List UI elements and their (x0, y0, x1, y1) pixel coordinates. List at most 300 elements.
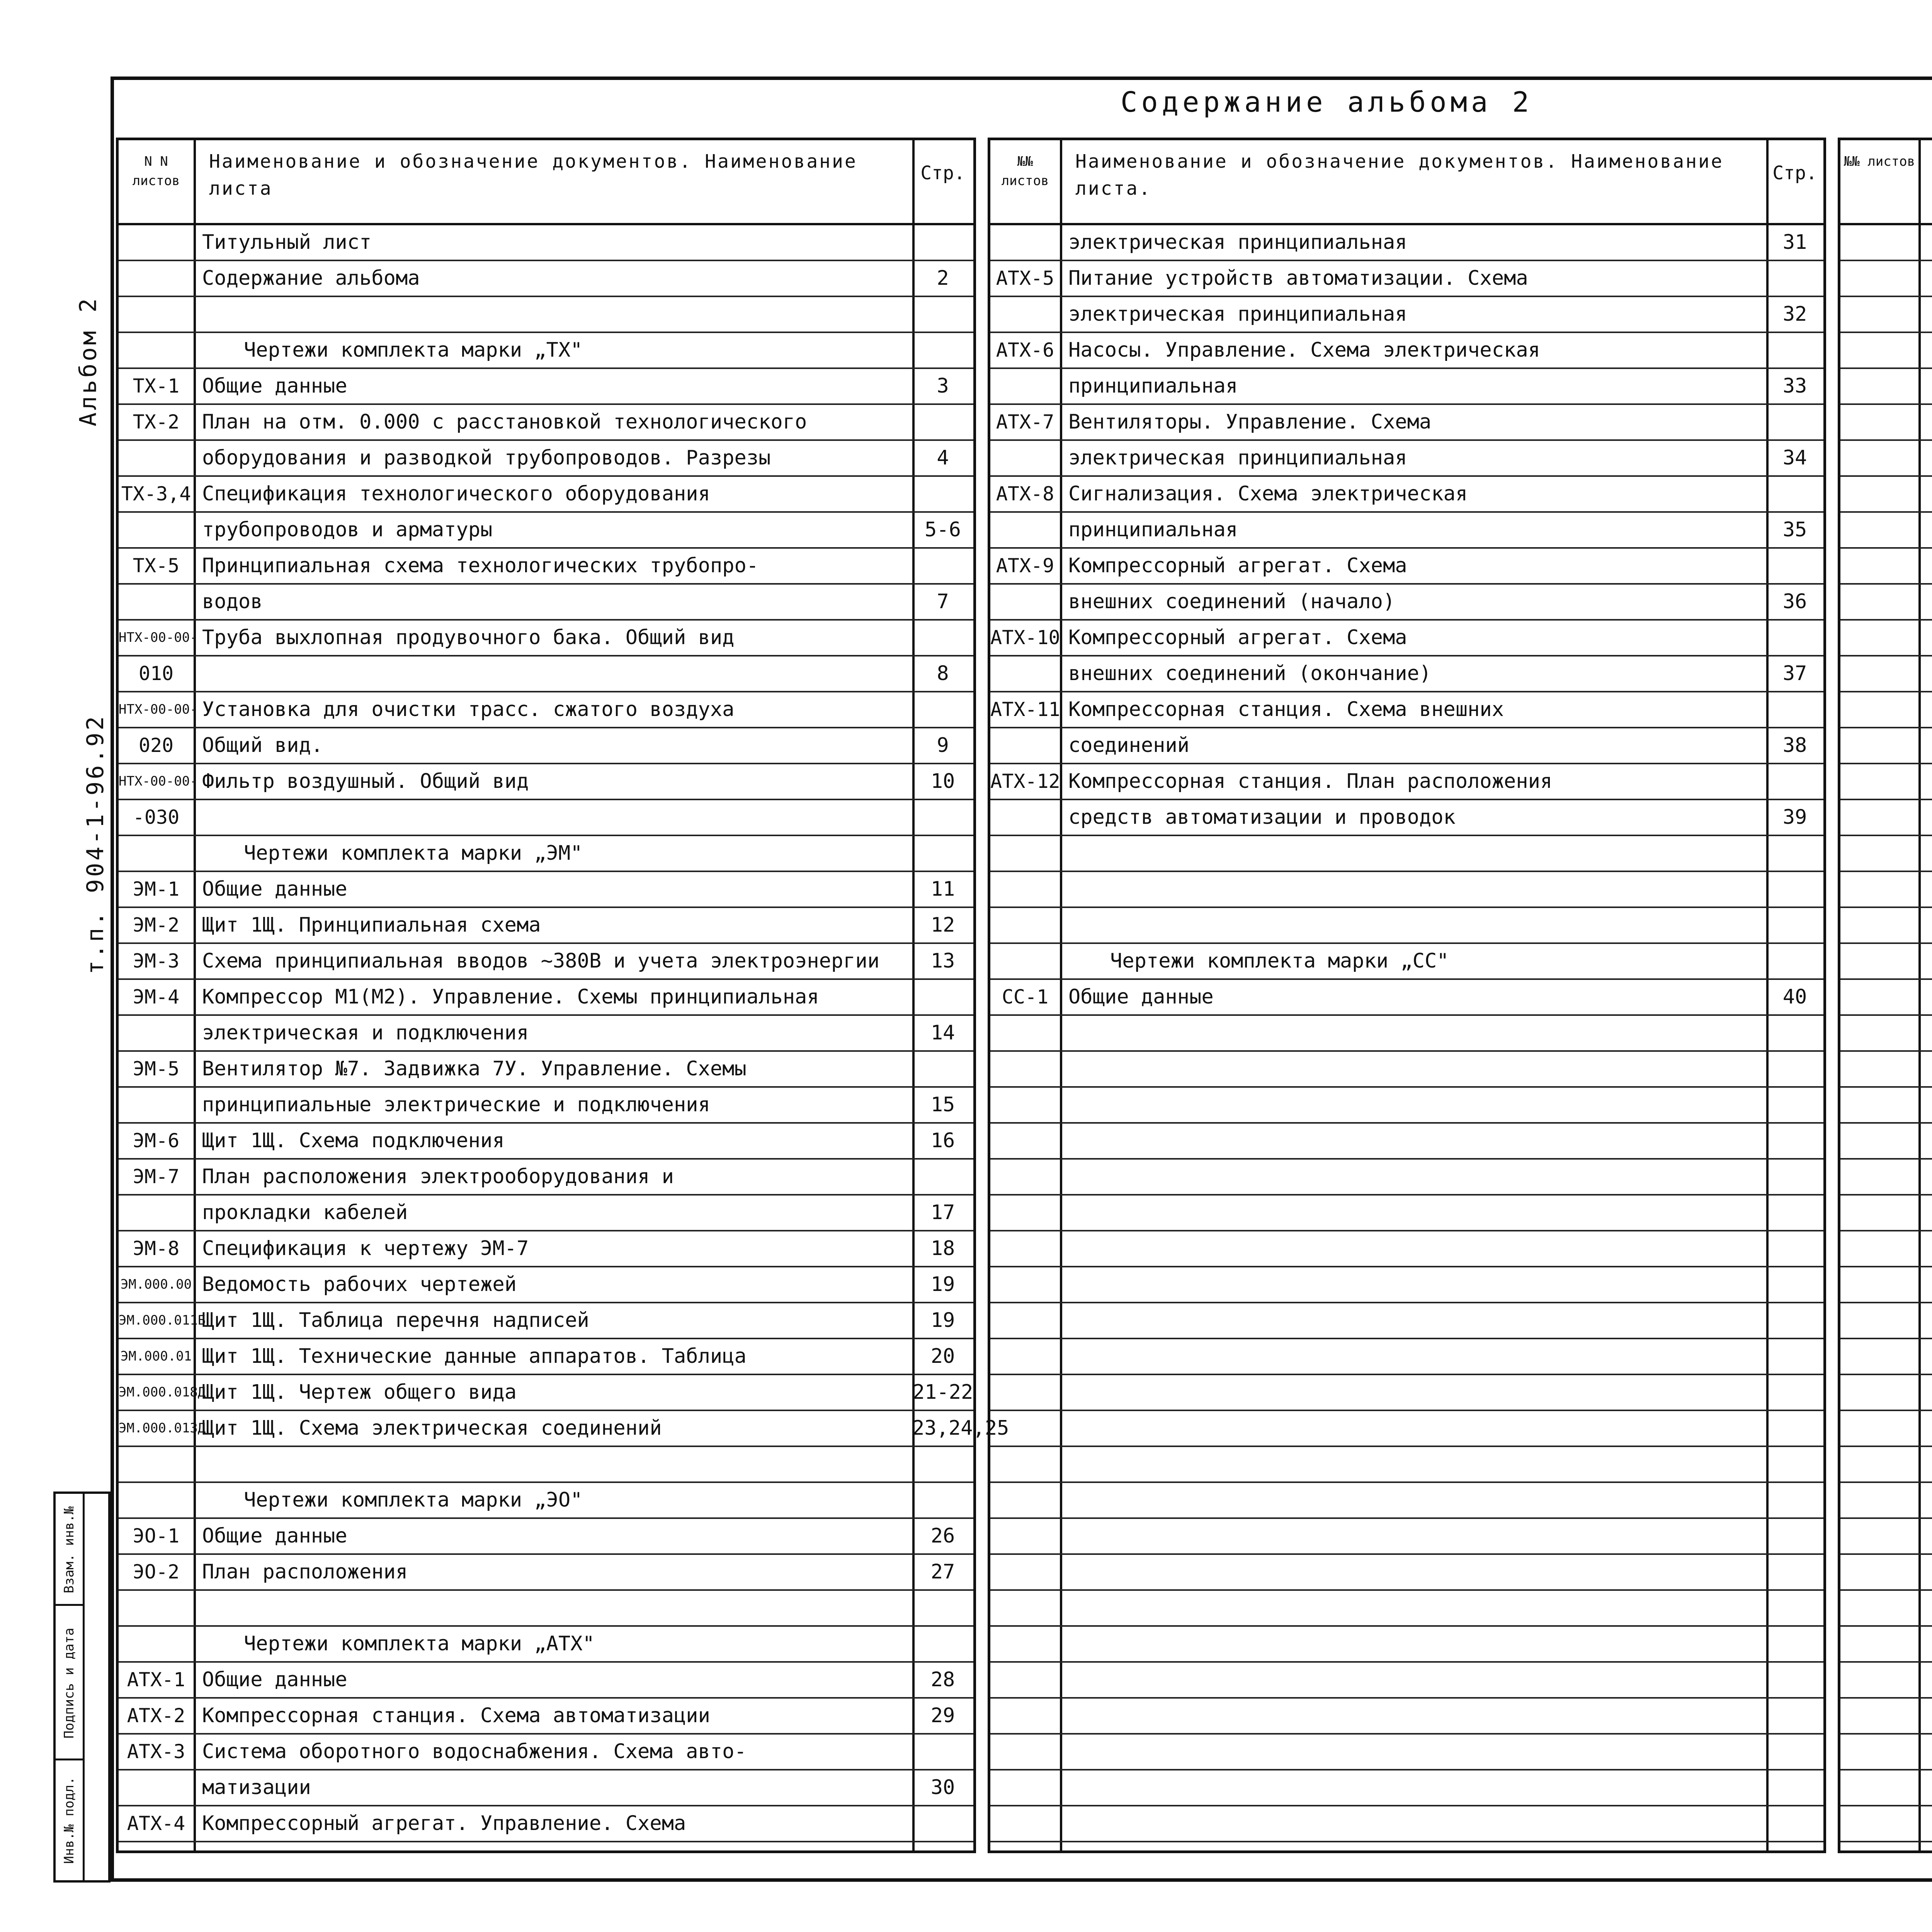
table-row (119, 1770, 973, 1806)
table-row (1840, 1555, 1932, 1591)
table-row (990, 1196, 1823, 1231)
page-cell (1766, 692, 1823, 727)
page-cell: 13 (930, 949, 955, 973)
sheet-number-cell (119, 585, 194, 619)
table-row (119, 1052, 973, 1088)
page-cell: 21-22 (912, 1381, 973, 1404)
table-row (1840, 369, 1932, 405)
table-row (1840, 800, 1932, 836)
document-name-cell: внешних соединений (начало) (1068, 590, 1395, 613)
sheet-number-cell: ЭМ-1 (133, 878, 180, 900)
sheet-number-cell (119, 513, 194, 547)
document-name-cell: Общий вид. (202, 734, 323, 757)
table-row (990, 333, 1823, 369)
document-name-cell: Спецификация технологического оборудования (202, 482, 710, 505)
page-cell: 19 (930, 1309, 955, 1332)
sheet-number-cell: ЭО-1 (133, 1525, 180, 1547)
table-row (119, 944, 973, 980)
sheet-number-cell: ЭМ-4 (133, 986, 180, 1008)
table-row (1840, 1303, 1932, 1339)
table-row (1840, 872, 1932, 908)
page-cell: 16 (930, 1129, 955, 1152)
table-row (1840, 1699, 1932, 1735)
table-row (119, 513, 973, 549)
sheet-number-cell (990, 656, 1060, 691)
table-row (1840, 261, 1932, 297)
table-row (990, 621, 1823, 656)
table-row (119, 764, 973, 800)
document-name-cell: Схема принципиальная вводов ~380В и учета электроэнергии (202, 949, 880, 973)
document-name-cell: План на отм. 0.000 с расстановкой технологического (202, 410, 807, 434)
table-row (990, 549, 1823, 585)
page-cell (912, 225, 973, 260)
page-cell: 27 (930, 1560, 955, 1583)
document-name-cell: Спецификация к чертежу ЭМ-7 (202, 1237, 529, 1260)
table-row (990, 1447, 1823, 1483)
document-name-cell: Компрессорный агрегат. Схема (1068, 554, 1407, 577)
table-row (1840, 1016, 1932, 1052)
sheet-number-cell (119, 261, 194, 296)
table-row (119, 1196, 973, 1231)
table-row (990, 1124, 1823, 1160)
header-page: Стр. (920, 162, 965, 184)
page-cell (1766, 549, 1823, 583)
sheet-number-cell: ТХ-2 (133, 411, 180, 433)
table-row (1840, 1483, 1932, 1519)
table-row (119, 1303, 973, 1339)
page-cell (1766, 477, 1823, 511)
column-header (990, 140, 1823, 225)
sheet-number-cell: ЭМ-7 (133, 1165, 180, 1188)
table-row (119, 1124, 973, 1160)
table-row (1840, 1231, 1932, 1267)
page-cell: 19 (930, 1273, 955, 1296)
page-cell (1766, 405, 1823, 439)
document-name-cell (194, 800, 912, 835)
sheet-number-cell (119, 1591, 194, 1625)
sheet-number-cell: ЭМ-5 (133, 1058, 180, 1080)
stamp-signature-label: Подпись и дата (61, 1628, 77, 1739)
document-name-cell: Система оборотного водоснабжения. Схема авто- (202, 1740, 747, 1763)
page-cell: 2 (937, 267, 949, 290)
sheet-number-cell: ЭМ.000.01 (120, 1349, 192, 1364)
table-row (1840, 656, 1932, 692)
page-cell (912, 980, 973, 1014)
document-name-cell: Вентиляторы. Управление. Схема (1068, 410, 1432, 434)
table-row (119, 872, 973, 908)
sheet-number-cell: -030 (133, 806, 180, 828)
table-row (119, 261, 973, 297)
page-cell (1766, 872, 1823, 906)
document-name-cell (1060, 908, 1766, 942)
page-cell: 39 (1782, 806, 1807, 829)
page-cell (912, 1160, 973, 1194)
page-cell (912, 477, 973, 511)
table-row (1840, 1375, 1932, 1411)
sheet-number-cell: АТХ-2 (127, 1704, 185, 1727)
table-row (119, 980, 973, 1016)
document-name-cell: внешних соединений (окончание) (1068, 662, 1432, 685)
table-row (119, 297, 973, 333)
page-cell (912, 1483, 973, 1517)
page-cell (1766, 944, 1823, 978)
page-cell (912, 297, 973, 332)
page-cell (1766, 908, 1823, 942)
table-row (119, 1267, 973, 1303)
document-name-cell: Содержание альбома (202, 267, 420, 290)
document-name-cell: оборудования и разводкой трубопроводов. Разрезы (202, 446, 771, 469)
sheet-number-cell: НТХ-00-00- (119, 630, 198, 645)
table-row (990, 836, 1823, 872)
sheet-number-cell (990, 800, 1060, 835)
page-cell (1766, 621, 1823, 655)
table-row (119, 441, 973, 477)
table-row (1840, 1124, 1932, 1160)
table-row (990, 1375, 1823, 1411)
page-cell: 7 (937, 590, 949, 613)
table-row (990, 1519, 1823, 1555)
document-name-cell: Щит 1Щ. Схема подключения (202, 1129, 505, 1152)
table-row (119, 692, 973, 728)
table-row (119, 333, 973, 369)
sheet-number-cell: ЭМ.000.011Б (119, 1313, 206, 1328)
document-name-cell: Компрессорная станция. Схема автоматизации (202, 1704, 710, 1727)
table-row (990, 585, 1823, 621)
table-row (1840, 1267, 1932, 1303)
sheet-number-cell (119, 1088, 194, 1122)
sheet-number-cell: ЭМ.000.018Д (119, 1384, 206, 1400)
table-row (119, 225, 973, 261)
document-name-cell: электрическая принципиальная (1068, 446, 1407, 469)
table-row (119, 1663, 973, 1699)
document-name-cell: Компрессорный агрегат. Схема (1068, 626, 1407, 649)
table-row (990, 405, 1823, 441)
document-name-cell: принципиальные электрические и подключения (202, 1093, 710, 1116)
page-cell (912, 800, 973, 835)
contents-column-1 (116, 138, 1009, 1853)
document-name-cell: электрическая принципиальная (1068, 231, 1407, 254)
page-cell (912, 692, 973, 727)
sheet-number-cell (119, 297, 194, 332)
sheet-number-cell: АТХ-3 (127, 1740, 185, 1763)
page-cell: 29 (930, 1704, 955, 1727)
page-cell (912, 1627, 973, 1661)
table-row (990, 800, 1823, 836)
table-row (990, 1735, 1823, 1770)
page-cell: 36 (1782, 590, 1807, 613)
document-name-cell: прокладки кабелей (202, 1201, 408, 1224)
page-cell: 35 (1782, 518, 1807, 541)
table-row (119, 800, 973, 836)
page-cell: 17 (930, 1201, 955, 1224)
sheet-number-cell (990, 441, 1060, 475)
sheet-number-cell: АТХ-6 (996, 339, 1054, 361)
table-row (990, 1699, 1823, 1735)
table-row (1840, 1052, 1932, 1088)
page-cell: 26 (930, 1524, 955, 1548)
table-row (119, 1375, 973, 1411)
document-name-cell: Общие данные (202, 878, 347, 901)
document-name-cell: Ведомость рабочих чертежей (202, 1273, 517, 1296)
sheet-number-cell (990, 225, 1060, 260)
sheet-number-cell: ЭМ.000.013Д (119, 1420, 206, 1436)
column-header (119, 140, 973, 225)
page-title: Содержание альбома 2 (1121, 86, 1533, 118)
contents-column-3 (1838, 138, 1932, 1853)
sheet-number-cell: ТХ-5 (133, 554, 180, 577)
sheet-number-cell: ЭМ-8 (133, 1237, 180, 1260)
table-row (1840, 1591, 1932, 1627)
document-name-cell: Вентилятор №7. Задвижка 7У. Управление. Схемы (202, 1057, 747, 1080)
document-name-cell (194, 1591, 912, 1625)
table-row (1840, 692, 1932, 728)
page-cell: 10 (930, 770, 955, 793)
page-cell (1766, 261, 1823, 296)
sheet-number-cell (990, 585, 1060, 619)
table-row (1840, 728, 1932, 764)
document-name-cell: средств автоматизации и проводок (1068, 806, 1456, 829)
sheet-number-cell: ЭО-2 (133, 1561, 180, 1583)
sheet-number-cell: АТХ-8 (996, 483, 1054, 505)
table-row (1840, 1447, 1932, 1483)
document-name-cell: План расположения электрооборудования и (202, 1165, 674, 1188)
page-cell: 33 (1782, 374, 1807, 398)
table-row (1840, 513, 1932, 549)
table-row (990, 1806, 1823, 1842)
document-name-cell (1060, 836, 1766, 871)
document-name-cell: Компрессорный агрегат. Управление. Схема (202, 1812, 686, 1835)
table-row (990, 728, 1823, 764)
sheet-number-cell: АТХ-5 (996, 267, 1054, 289)
sheet-number-cell: ЭМ-2 (133, 914, 180, 936)
table-row (990, 369, 1823, 405)
document-name-cell: Щит 1Щ. Принципиальная схема (202, 913, 541, 937)
table-row (119, 1016, 973, 1052)
document-name-cell (1060, 872, 1766, 906)
sheet-number-cell (990, 513, 1060, 547)
table-row (1840, 1411, 1932, 1447)
document-name-cell: Компрессорная станция. План расположения (1068, 770, 1553, 793)
page-cell (912, 549, 973, 583)
table-row (119, 728, 973, 764)
table-row (990, 441, 1823, 477)
table-row (119, 585, 973, 621)
table-row (119, 621, 973, 656)
sheet-number-cell: 020 (138, 734, 174, 757)
sheet-number-cell (119, 225, 194, 260)
document-name-cell: Насосы. Управление. Схема электрическая (1068, 338, 1540, 362)
table-row (119, 477, 973, 513)
table-row (119, 369, 973, 405)
page-cell: 34 (1782, 446, 1807, 469)
table-row (1840, 1806, 1932, 1842)
section-heading: Чертежи комплекта марки „ЭМ" (244, 842, 583, 865)
table-row (1840, 225, 1932, 261)
sheet-number-cell: АТХ-1 (127, 1668, 185, 1691)
page-cell: 38 (1782, 734, 1807, 757)
page-cell: 9 (937, 734, 949, 757)
table-row (119, 1699, 973, 1735)
page-cell (912, 1447, 973, 1481)
sheet-number-cell (990, 369, 1060, 403)
sheet-number-cell: АТХ-10 (990, 626, 1060, 649)
table-row (990, 872, 1823, 908)
document-name-cell: Общие данные (202, 1524, 347, 1548)
header-sheet-number: №№ листов (1001, 154, 1049, 189)
table-row (1840, 477, 1932, 513)
sheet-number-cell (119, 1196, 194, 1230)
section-heading: Чертежи комплекта марки „СС" (1110, 949, 1449, 973)
margin-project-code: т.п. 904-1-96.92 (82, 714, 109, 975)
table-row (990, 477, 1823, 513)
page-cell: 32 (1782, 303, 1807, 326)
document-name-cell: Сигнализация. Схема электрическая (1068, 482, 1468, 505)
table-row (1840, 1339, 1932, 1375)
sheet-number-cell: НТХ-00-00- (119, 774, 198, 789)
page-cell: 15 (930, 1093, 955, 1116)
sheet-number-cell: АТХ-9 (996, 554, 1054, 577)
table-row (990, 1591, 1823, 1627)
page-cell (912, 333, 973, 367)
sheet-number-cell (990, 836, 1060, 871)
table-row (119, 656, 973, 692)
table-row (990, 764, 1823, 800)
page-cell (912, 621, 973, 655)
sheet-number-cell (119, 1770, 194, 1805)
table-row (990, 1411, 1823, 1447)
table-row (990, 1770, 1823, 1806)
table-row (119, 908, 973, 944)
table-row (990, 1160, 1823, 1196)
sheet-number-cell (119, 333, 194, 367)
table-row (990, 1627, 1823, 1663)
table-row (1840, 1735, 1932, 1770)
table-row (1840, 621, 1932, 656)
sheet-number-cell: АТХ-7 (996, 411, 1054, 433)
document-name-cell (194, 656, 912, 691)
table-row (119, 836, 973, 872)
table-row (119, 549, 973, 585)
document-name-cell: водов (202, 590, 263, 613)
table-row (119, 1411, 1009, 1447)
approval-stamp (53, 1492, 111, 1883)
document-name-cell (194, 297, 912, 332)
page-cell: 4 (937, 446, 949, 469)
page-cell (1766, 836, 1823, 871)
page-cell: 31 (1782, 231, 1807, 254)
table-row (1840, 1519, 1932, 1555)
table-row (1840, 980, 1932, 1016)
page-cell: 14 (930, 1021, 955, 1044)
page-cell: 40 (1782, 985, 1807, 1009)
margin-album-label: Альбом 2 (75, 296, 102, 427)
document-name-cell: Титульный лист (202, 231, 372, 254)
header-page: Стр. (1772, 162, 1817, 184)
table-row (990, 1016, 1823, 1052)
table-row (119, 405, 973, 441)
table-row (119, 1160, 973, 1196)
document-name-cell: Щит 1Щ. Схема электрическая соединений (202, 1417, 662, 1440)
page-cell (912, 1735, 973, 1769)
page-cell: 23,24,25 (912, 1417, 1009, 1440)
table-row (990, 944, 1823, 980)
page-cell: 30 (930, 1776, 955, 1799)
table-row (1840, 1196, 1932, 1231)
sheet-number-cell (990, 728, 1060, 763)
table-row (990, 513, 1823, 549)
sheet-number-cell (990, 944, 1060, 978)
page-cell: 28 (930, 1668, 955, 1691)
sheet-number-cell (990, 297, 1060, 332)
table-row (990, 692, 1823, 728)
page-cell (1766, 333, 1823, 367)
page-cell (1766, 764, 1823, 799)
page-cell: 37 (1782, 662, 1807, 685)
document-name-cell: матизации (202, 1776, 311, 1799)
sheet-number-cell: ЭМ.000.00 (120, 1277, 192, 1292)
document-name-cell: Питание устройств автоматизации. Схема (1068, 267, 1528, 290)
page-cell: 11 (930, 878, 955, 901)
sheet-number-cell: ЭМ-3 (133, 950, 180, 972)
sheet-number-cell (119, 1627, 194, 1661)
document-name-cell: принципиальная (1068, 374, 1238, 398)
table-row (1840, 549, 1932, 585)
page-cell: 12 (930, 913, 955, 937)
sheet-number-cell: 010 (138, 662, 174, 685)
document-name-cell: принципиальная (1068, 518, 1238, 541)
table-row (990, 908, 1823, 944)
document-name-cell: Фильтр воздушный. Общий вид (202, 770, 529, 793)
sheet-number-cell: АТХ-12 (990, 770, 1060, 793)
table-row (990, 225, 1823, 261)
page-cell: 18 (930, 1237, 955, 1260)
table-row (990, 1555, 1823, 1591)
document-name-cell: Щит 1Щ. Технические данные аппаратов. Таблица (202, 1345, 747, 1368)
table-row (990, 1267, 1823, 1303)
table-row (990, 656, 1823, 692)
header-document-name: Наименование и обозначение документов. Наименование листа (209, 151, 857, 199)
document-name-cell: электрическая принципиальная (1068, 303, 1407, 326)
table-row (119, 1555, 973, 1591)
sheet-number-cell (119, 441, 194, 475)
section-heading: Чертежи комплекта марки „ТХ" (244, 338, 583, 362)
table-row (990, 1663, 1823, 1699)
section-heading: Чертежи комплекта марки „АТХ" (244, 1632, 595, 1655)
sheet-number-cell: НТХ-00-00- (119, 702, 198, 717)
header-sheet-number: №№ листов (1844, 154, 1915, 169)
table-row (990, 1483, 1823, 1519)
document-name-cell: трубопроводов и арматуры (202, 518, 493, 541)
page-cell: 3 (937, 374, 949, 398)
table-row (990, 980, 1823, 1016)
table-row (1840, 1088, 1932, 1124)
sheet-number-cell: ТХ-1 (133, 375, 180, 397)
stamp-replace-label: Взам. инв.№ (61, 1506, 77, 1594)
stamp-inventory-label: Инв.№ подл. (61, 1777, 77, 1864)
table-row (119, 1806, 973, 1842)
page-cell (912, 1591, 973, 1625)
document-name-cell: Компрессорная станция. Схема внешних (1068, 698, 1504, 721)
table-row (119, 1591, 973, 1627)
sheet-number-cell: СС-1 (1002, 986, 1049, 1008)
table-row (1840, 1770, 1932, 1806)
section-heading: Чертежи комплекта марки „ЭО" (244, 1488, 583, 1512)
page-cell: 20 (930, 1345, 955, 1368)
table-row (119, 1627, 973, 1663)
header-sheet-number: N N листов (132, 154, 180, 189)
document-name-cell: Компрессор М1(М2). Управление. Схемы принципиальная (202, 985, 819, 1009)
page-cell: 8 (937, 662, 949, 685)
